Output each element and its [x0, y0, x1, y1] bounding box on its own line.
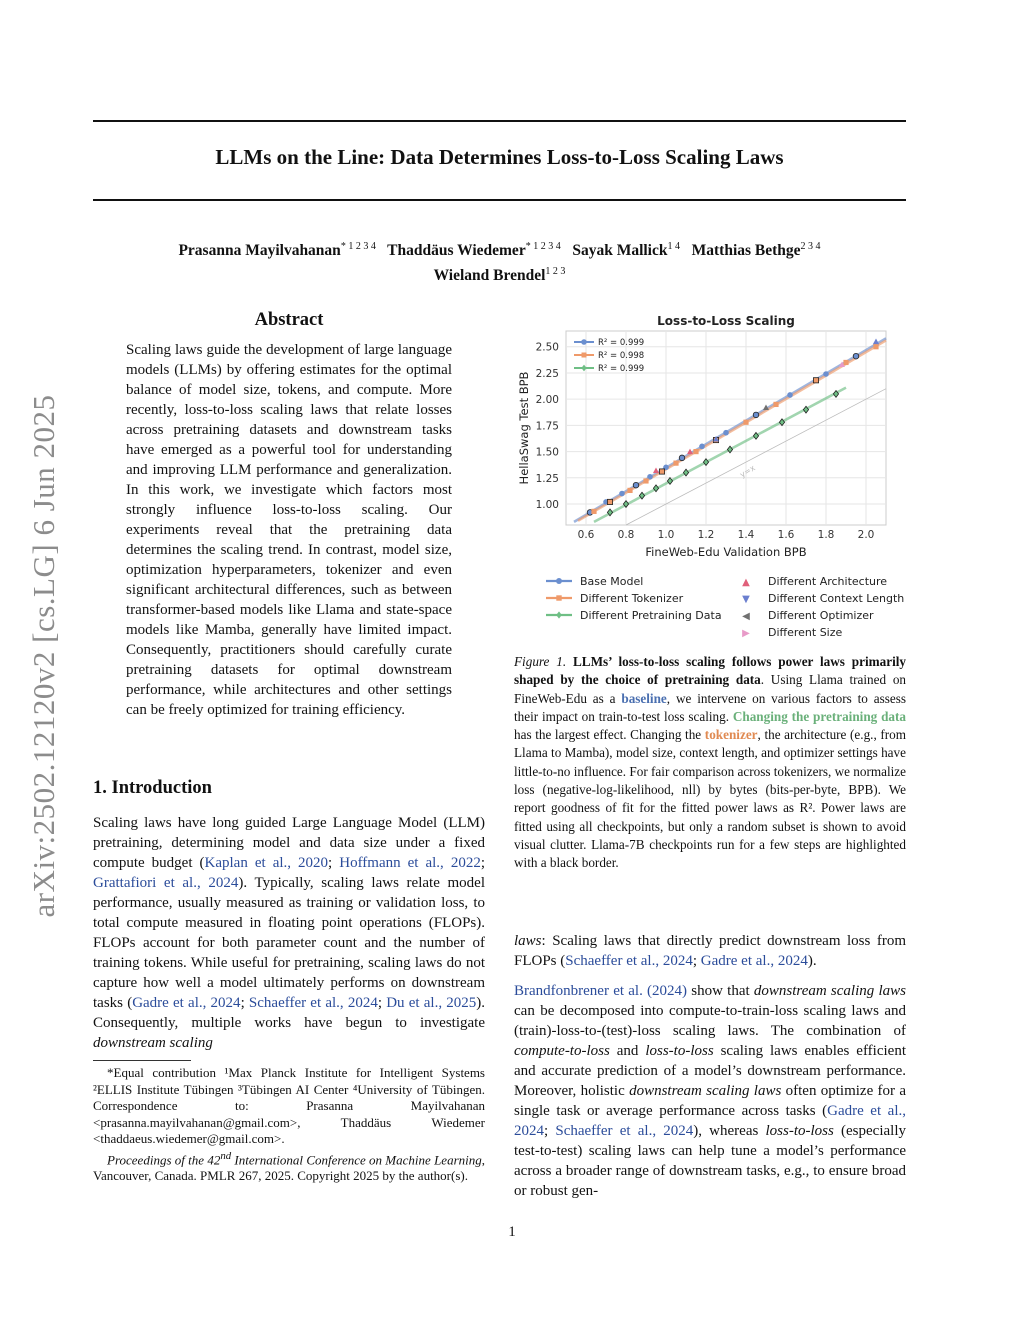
data-point [753, 412, 759, 418]
data-point [619, 491, 625, 497]
legend-label: Different Architecture [768, 575, 888, 588]
data-point [633, 482, 639, 488]
x-tick-label: 1.2 [697, 529, 715, 541]
data-point [723, 430, 729, 436]
citation-link[interactable]: Brandfonbrener et al. (2024) [514, 983, 688, 999]
x-tick-label: 1.4 [737, 529, 755, 541]
y-axis-label: HellaSwag Test BPB [517, 371, 531, 485]
y-tick-label: 2.00 [535, 394, 559, 407]
x-axis-label: FineWeb-Edu Validation BPB [645, 545, 807, 559]
author-name: Wieland Brendel [433, 267, 546, 285]
citation-link[interactable]: Gadre et al., 2024 [132, 995, 241, 1011]
page-number: 1 [508, 1224, 516, 1240]
footnote-proceedings: Proceedings of the 42nd International Conference on Machine Learning, Vancouver, Canada. PMLR 267, 2025. Copyright 2025 by the author(s). [93, 1149, 485, 1184]
figure-caption: Figure 1. LLMs’ loss-to-loss scaling follows power laws primarily shaped by the choice of pretraining data. Using Llama trained on FineWeb-Edu as a baseline, we intervene on various factors to assess their impact on train-to-test loss scaling. Changing the pretraining data has the largest effect. Changing the tokenizer, the architecture (e.g., from Llama to Mamba), model size, context length, and optimizer settings have little-to-no influence. For fair comparison across tokenizers, we normalize loss (negative-log-likelihood, nll) by bytes (bits-per-byte, BPB). We report goodness of fit for the fitted power laws as R². Power laws are fitted using all checkpoints, but only a random subset is shown to avoid visual clutter. Llama-7B checkpoints run for a few steps are highlighted with a black border. [514, 654, 907, 871]
y-tick-label: 2.25 [535, 367, 559, 380]
x-tick-label: 1.6 [777, 529, 795, 541]
data-point [699, 444, 705, 450]
citation-link[interactable]: Schaeffer et al., 2024 [555, 1123, 694, 1139]
author-list [93, 236, 906, 286]
intro-paragraph: Scaling laws have long guided Large Language Model (LLM) pretraining, determining model and data size under a fixed compute budget (Kaplan et al., 2020; Hoffmann et al., 2022; Grattafiori et al., 2024). Typically, scaling laws relate model performance, usually measured as training or validation loss, to total compute measured in floating point operations (FLOPs). FLOPs account for both parameter count and the number of training tokens. While useful for pretraining, scaling laws do not capture how well a model ultimately performs on downstream tasks (Gadre et al., 2024; Schaeffer et al., 2024; Du et al., 2025). Consequently, multiple works have begun to investigate downstream scaling [93, 815, 486, 1051]
legend-marker: ▶ [742, 628, 750, 639]
data-point [659, 469, 664, 474]
author-name: Matthias Bethge [691, 242, 801, 260]
paragraph: laws: Scaling laws that directly predict downstream loss from FLOPs (Schaeffer et al., 2024; Gadre et al., 2024). [514, 933, 906, 969]
paragraph: Brandfonbrener et al. (2024) show that downstream scaling laws can be decomposed into compute-to-train-loss scaling laws and (train)-loss-to-(test)-loss scaling laws. The combination of compute-to-loss and loss-to-loss scaling laws enables efficient and accurate prediction of a model’s downstream performance. Moreover, holistic downstream scaling laws often optimize for a single task or average performance across tasks (Gadre et al., 2024; Schaeffer et al., 2024), whereas loss-to-loss (especially test-to-test) scaling laws can help tune a model’s performance across a broader range of downstream tasks, e.g., to ensure broad or robust gen- [514, 983, 906, 1199]
author-name: Sayak Mallick [572, 242, 668, 260]
legend-label: Different Size [768, 626, 843, 639]
data-point [853, 353, 859, 359]
citation-link[interactable]: Schaeffer et al., 2024 [565, 953, 693, 969]
r2-label: R² = 0.998 [598, 351, 645, 361]
arxiv-side-label: arXiv:2502.12120v2 [cs.LG] 6 Jun 2025 [26, 394, 61, 918]
data-point [643, 478, 648, 483]
data-point [591, 509, 596, 514]
section-heading: 1. Introduction [93, 778, 212, 798]
y-tick-label: 1.25 [535, 472, 559, 485]
footnote-rule [93, 1060, 191, 1061]
citation-link[interactable]: Gadre et al., 2024 [700, 953, 808, 969]
loss-to-loss-chart [512, 305, 912, 645]
citation-link[interactable]: Kaplan et al., 2020 [204, 855, 329, 871]
citation-link[interactable]: Gadre et al., 2024 [514, 1103, 906, 1139]
chart-title: Loss-to-Loss Scaling [657, 314, 795, 328]
y-tick-label: 1.50 [535, 446, 559, 459]
x-tick-label: 0.8 [617, 529, 635, 541]
data-point [693, 449, 698, 454]
legend-label: Different Optimizer [768, 609, 874, 622]
diagonal-label: y=x [738, 463, 757, 480]
y-tick-label: 1.00 [535, 499, 559, 512]
author-affiliation: 1 2 3 [545, 266, 566, 278]
data-point [823, 371, 829, 377]
legend-marker [581, 339, 587, 345]
legend-label: Different Pretraining Data [580, 609, 722, 622]
x-tick-label: 1.0 [657, 529, 675, 541]
legend-label: Different Tokenizer [580, 592, 684, 605]
author-affiliation: * 1 2 3 4 [525, 241, 561, 252]
footnote-affiliations: *Equal contribution ¹Max Planck Institute for Intelligent Systems ²ELLIS Institute Tübingen ³Tübingen AI Center ⁴University of Tübingen. Correspondence to: Prasanna Mayilvahanan <prasanna.mayilvahanan@gmail.com>, Thaddäus Wiedemer <thaddaeus.wiedemer@gmail.com>. [93, 1065, 485, 1146]
data-point [787, 392, 793, 398]
y-tick-label: 2.50 [535, 341, 559, 354]
footnote [93, 1065, 485, 1185]
author-affiliation: 2 3 4 [800, 241, 821, 252]
title-rule-bottom [93, 199, 906, 201]
data-point [873, 344, 878, 349]
author-name: Prasanna Mayilvahanan [178, 242, 341, 260]
data-point [673, 461, 678, 466]
legend-marker [582, 353, 587, 358]
legend-label: Different Context Length [768, 592, 905, 605]
x-tick-label: 1.8 [817, 529, 835, 541]
paper-title: LLMs on the Line: Data Determines Loss-to-Loss Scaling Laws [215, 145, 784, 169]
abstract-text: Scaling laws guide the development of large language models (LLMs) by offering estimates for the optimal balance of model size, tokens, and compute. More recently, loss-to-loss scaling laws that relate losses across pretraining datasets and downstream tasks have emerged as a powerful tool for understanding and improving LLM performance and generalization. In this work, we investigate which factors most strongly influence loss-to-loss scaling. Our experiments reveal that the pretraining data determines the scaling trend. In contrast, model size, optimization hyperparameters, tokenizer and even significant architectural differences, such as between transformer-based models like Llama and state-space models like Mamba, generally have limited impact. Consequently, practitioners should carefully curate pretraining datasets for optimal downstream performance, while architectures and other settings can be freely optimized for training efficiency. [126, 342, 452, 718]
data-point [679, 455, 685, 461]
citation-link[interactable]: Du et al., 2025 [386, 995, 477, 1011]
data-point [843, 360, 848, 365]
data-point [743, 420, 748, 425]
author-name: Thaddäus Wiedemer [387, 242, 526, 260]
author-affiliation: * 1 2 3 4 [340, 241, 376, 252]
citation-link[interactable]: Schaeffer et al., 2024 [248, 995, 378, 1011]
r2-label: R² = 0.999 [598, 338, 645, 348]
author-affiliation: 1 4 [667, 241, 680, 252]
r2-label: R² = 0.999 [598, 364, 645, 374]
abstract-heading: Abstract [254, 310, 324, 330]
data-point [627, 488, 632, 493]
citation-link[interactable]: Grattafiori et al., 2024 [93, 875, 239, 891]
legend-marker: ▲ [742, 577, 750, 588]
citation-link[interactable]: Hoffmann et al., 2022 [339, 855, 481, 871]
legend-marker [556, 595, 561, 600]
title-rule-top [93, 120, 906, 122]
right-column-text [514, 931, 906, 1211]
x-tick-label: 2.0 [857, 529, 875, 541]
x-tick-label: 0.6 [577, 529, 595, 541]
y-tick-label: 1.75 [535, 420, 559, 433]
legend-marker [556, 611, 562, 618]
legend-marker: ▼ [742, 594, 750, 605]
data-point [773, 402, 778, 407]
data-point [607, 499, 612, 504]
data-point [813, 378, 818, 383]
legend-marker [556, 578, 562, 584]
legend-label: Base Model [580, 575, 644, 588]
legend-marker: ◀ [742, 611, 750, 622]
